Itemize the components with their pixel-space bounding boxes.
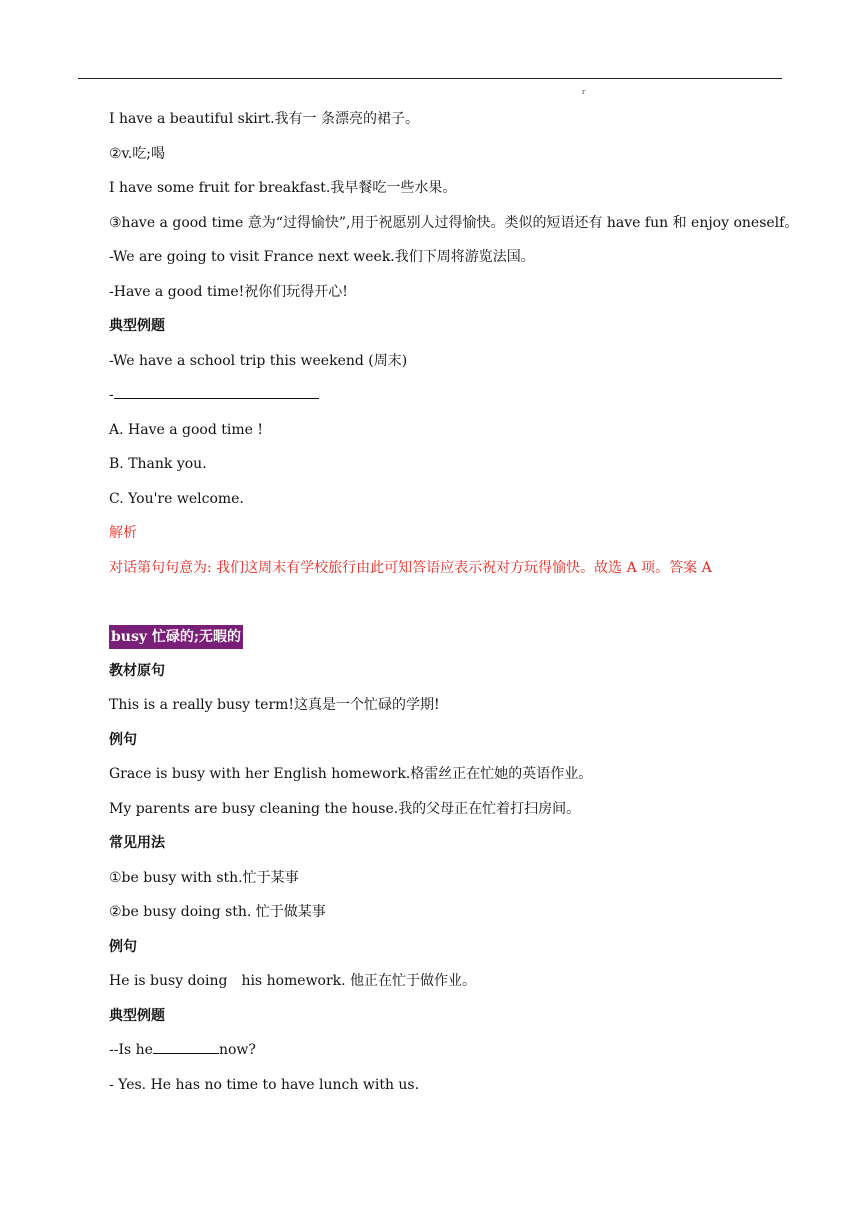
analysis-text: 对话第句句意为: 我们这周末有学校旅行由此可知答语应表示祝对方玩得愉快。故选 A 项。答案 A (109, 559, 712, 576)
text-line: - Yes. He has no time to have lunch with us. (109, 1076, 420, 1093)
text-line: -We have a school trip this weekend (周末) (109, 352, 408, 369)
text-line: ①be busy with sth.忙于某事 (109, 869, 299, 886)
text-line: Grace is busy with her English homework.格雷丝正在忙她的英语作业。 (109, 766, 593, 782)
word-badge: busy 忙碌的;无暇的 (109, 625, 243, 649)
text-line: I have a beautiful skirt.我有一 条漂亮的裙子。 (109, 111, 419, 127)
text-line: ③have a good time 意为“过得愉快”,用于祝愿别人过得愉快。类似的短语还有 have fun 和 enjoy oneself。 (109, 214, 799, 231)
text-part: his homework. 他正在忙于做作业。 (241, 973, 477, 989)
text-line: I have some fruit for breakfast.我早餐吃一些水果。 (109, 180, 457, 196)
question-line (109, 1039, 809, 1074)
answer-blank (153, 1039, 219, 1054)
text-line: This is a really busy term!这真是一个忙碌的学期! (109, 697, 440, 713)
section-label: 典型例题 (109, 1007, 165, 1024)
analysis-label: 解析 (109, 525, 137, 541)
section-label: 例句 (109, 938, 137, 955)
text-line: ②v.吃;喝 (109, 145, 165, 162)
option-b: B. Thank you. (109, 456, 207, 472)
answer-blank (114, 384, 319, 399)
text-line: -We are going to visit France next week.我们下周将游览法国。 (109, 249, 535, 265)
text-line: ②be busy doing sth. 忙于做某事 (109, 904, 326, 920)
section-label: 教材原句 (109, 662, 165, 679)
option-a: A. Have a good time ! (109, 421, 263, 438)
dash: - (109, 387, 114, 403)
text-line: My parents are busy cleaning the house.我的父母正在忙着打扫房间。 (109, 800, 581, 817)
text-part: --Is he (109, 1042, 153, 1058)
header-mark: r (582, 88, 586, 96)
text-part: now? (218, 1042, 256, 1058)
text-line: -Have a good time!祝你们玩得开心! (109, 283, 348, 300)
text-part: He is busy doing (109, 973, 228, 989)
text-line (109, 970, 809, 1005)
section-label: 例句 (109, 731, 137, 748)
section-heading (109, 625, 809, 660)
section-label: 常见用法 (109, 835, 165, 851)
answer-blank-line (109, 384, 809, 419)
option-c: C. You're welcome. (109, 490, 244, 507)
header-rule (78, 78, 782, 79)
section-label: 典型例题 (109, 318, 165, 334)
document-body (109, 108, 809, 1108)
